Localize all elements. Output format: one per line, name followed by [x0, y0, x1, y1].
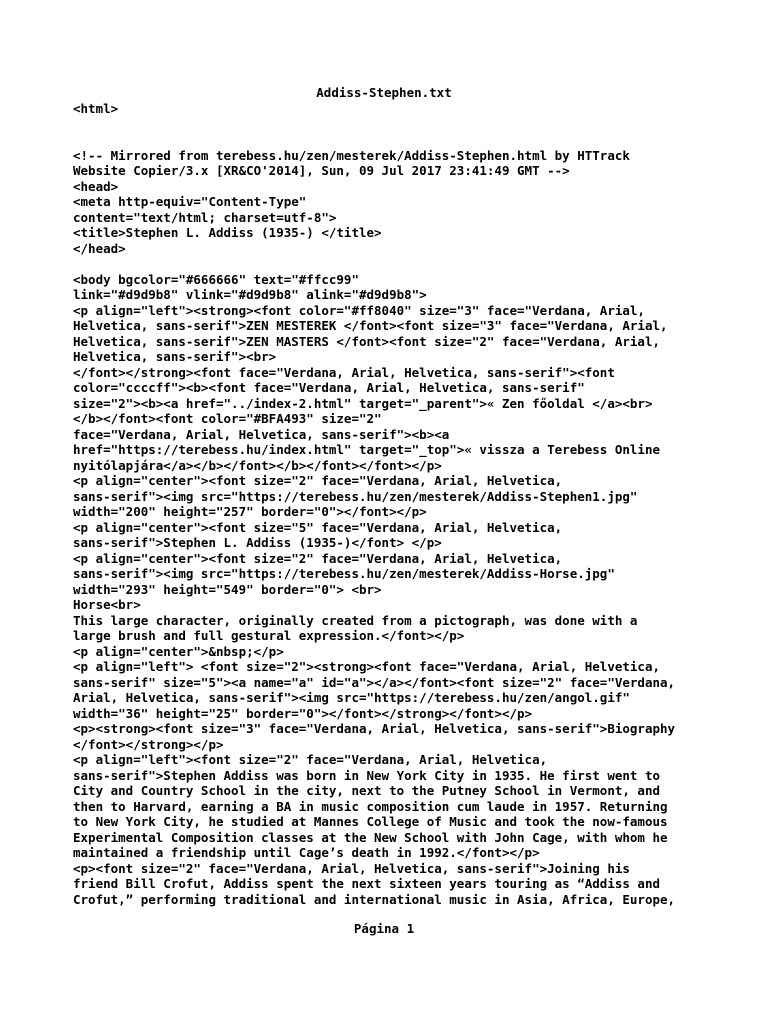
text-line: Helvetica, sans-serif"><br>	[73, 349, 277, 364]
text-line: sans-serif"><img src="https://terebess.hu/zen/mesterek/Addiss-Horse.jpg"	[73, 566, 615, 581]
text-line: nyitólapjára</a></b></font></b></font></font></p>	[73, 457, 442, 473]
text-line: sans-serif" size="5"><a name="a" id="a"></a></font><font size="2" face="Verdana,	[73, 674, 676, 690]
text-line: <title>Stephen L. Addiss (1935-) </title>	[73, 225, 382, 240]
text-line: <p align="center"><font size="2" face="Verdana, Arial, Helvetica,	[73, 550, 563, 566]
text-line: Arial, Helvetica, sans-serif"><img src="https://terebess.hu/zen/angol.gif"	[73, 690, 630, 705]
text-line: color="ccccff"><b><font face="Verdana, Arial, Helvetica, sans-serif"	[73, 380, 585, 395]
text-line: maintained a friendship until Cage’s death in 1992.</font></p>	[73, 845, 540, 860]
text-line: width="200" height="257" border="0"></font></p>	[73, 504, 427, 519]
text-line: sans-serif"><img src="https://terebess.hu/zen/mesterek/Addiss-Stephen1.jpg"	[73, 488, 638, 504]
text-line: <p align="center"><font size="5" face="Verdana, Arial, Helvetica,	[73, 519, 563, 535]
text-line: Helvetica, sans-serif">ZEN MASTERS </font><font size="2" face="Verdana, Arial,	[73, 333, 660, 349]
text-line: size="2"><b><a href="../index-2.html" target="_parent">« Zen főoldal </a><br>	[73, 395, 653, 411]
text-line	[73, 117, 733, 133]
text-line: width="36" height="25" border="0"></font></strong></font></p>	[73, 705, 533, 721]
text-line: <head>	[73, 178, 119, 194]
text-line: href="https://terebess.hu/index.html" target="_top">« vissza a Terebess Online	[73, 442, 660, 457]
text-line	[73, 132, 733, 148]
text-line: <p><strong><font size="3" face="Verdana, Arial, Helvetica, sans-serif">Biography	[73, 721, 676, 736]
text-line: then to Harvard, earning a BA in music composition cum laude in 1957. Returning	[73, 798, 668, 814]
text-line: Helvetica, sans-serif">ZEN MESTEREK </font><font size="3" face="Verdana, Arial,	[73, 318, 668, 333]
text-line: <!-- Mirrored from terebess.hu/zen/mesterek/Addiss-Stephen.html by HTTrack	[73, 147, 630, 163]
text-line: Crofut,” performing traditional and international music in Asia, Africa, Europe,	[73, 891, 676, 907]
text-line: friend Bill Crofut, Addiss spent the next sixteen years touring as “Addiss and	[73, 876, 660, 891]
text-line	[73, 256, 733, 272]
text-line: large brush and full gestural expression.</font></p>	[73, 628, 465, 643]
text-line: City and Country School in the city, next to the Putney School in Vermont, and	[73, 783, 660, 798]
text-line: </b></font><font color="#BFA493" size="2"	[73, 411, 382, 426]
text-line: Website Copier/3.x [XR&CO'2014], Sun, 09 Jul 2017 23:41:49 GMT -->	[73, 163, 570, 178]
text-line: This large character, originally created from a pictograph, was done with a	[73, 612, 638, 628]
text-line: <p><font size="2" face="Verdana, Arial, Helvetica, sans-serif">Joining his	[73, 860, 630, 876]
text-line: </head>	[73, 240, 126, 256]
text-line: <html>	[73, 101, 119, 116]
text-line: sans-serif">Stephen L. Addiss (1935-)</font> </p>	[73, 535, 442, 550]
text-line: <body bgcolor="#666666" text="#ffcc99"	[73, 271, 359, 287]
document-body	[73, 101, 733, 907]
text-line: sans-serif">Stephen Addiss was born in New York City in 1935. He first went to	[73, 767, 660, 783]
text-line: Horse<br>	[73, 597, 141, 612]
text-line: </font></strong></p>	[73, 736, 224, 752]
text-line: width="293" height="549" border="0"> <br>	[73, 581, 382, 597]
text-line: link="#d9d9b8" vlink="#d9d9b8" alink="#d9d9b8">	[73, 287, 427, 302]
text-line: <p align="left"><font size="2" face="Verdana, Arial, Helvetica,	[73, 752, 548, 767]
text-line: <p align="left"><strong><font color="#ff8040" size="3" face="Verdana, Arial,	[73, 302, 645, 318]
text-line: face="Verdana, Arial, Helvetica, sans-serif"><b><a	[73, 426, 450, 442]
text-line: <p align="center">&nbsp;</p>	[73, 643, 284, 659]
text-line: <p align="center"><font size="2" face="Verdana, Arial, Helvetica,	[73, 473, 563, 488]
text-line: content="text/html; charset=utf-8">	[73, 209, 337, 225]
text-line: <p align="left"> <font size="2"><strong><font face="Verdana, Arial, Helvetica,	[73, 659, 660, 674]
text-line: Experimental Composition classes at the New School with John Cage, with whom he	[73, 829, 668, 845]
text-line: </font></strong><font face="Verdana, Arial, Helvetica, sans-serif"><font	[73, 364, 615, 380]
text-line: <meta http-equiv="Content-Type"	[73, 194, 307, 209]
document-title: Addiss-Stephen.txt	[316, 85, 452, 100]
text-line: to New York City, he studied at Mannes College of Music and took the now-famous	[73, 814, 668, 829]
page-footer: Página 1	[353, 921, 415, 936]
